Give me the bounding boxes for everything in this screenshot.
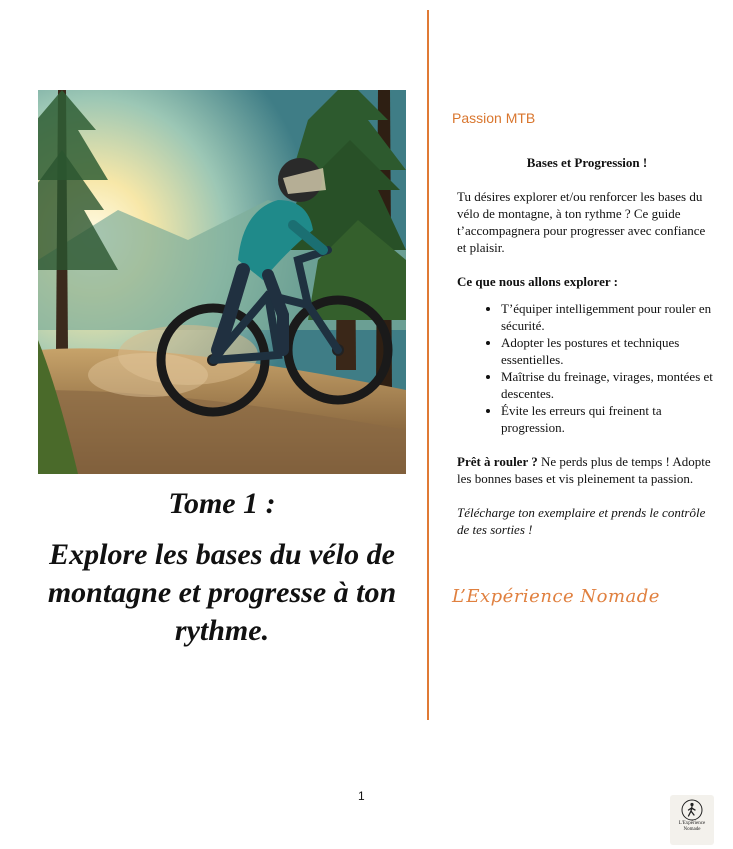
logo-text-line2: Nomade [683, 827, 701, 832]
signature: L’Expérience Nomade [452, 586, 660, 607]
mountain-bike-illustration [38, 90, 406, 474]
list-item: • Adopter les postures et techniques essentielles. [501, 334, 717, 368]
intro-paragraph: Tu désires explorer et/ou renforcer les bases du vélo de montagne, à ton rythme ? Ce guide t’accompagnera pour progresser avec confiance et plaisir. [457, 189, 706, 255]
cta-bold: Prêt à rouler ? [457, 454, 538, 469]
list-heading: Ce que nous allons explorer : [457, 274, 618, 289]
hiker-icon [681, 799, 703, 821]
description-column [457, 154, 717, 555]
cover-title: Explore les bases du vélo de montagne et progresse à ton rythme. [47, 538, 397, 647]
cta-text: Ne perds plus de temps ! Adopte les bonnes bases et vis pleinement ta passion. [457, 454, 711, 486]
column-divider [427, 10, 429, 720]
list-item: • Maîtrise du freinage, virages, montées et descentes. [501, 368, 717, 402]
logo-text-line1: L'Expérience [678, 821, 706, 826]
page-number: 1 [358, 789, 365, 803]
cover-image [38, 90, 406, 474]
section-title: Bases et Progression ! [526, 155, 648, 170]
header-label: Passion MTB [452, 110, 536, 126]
download-paragraph: Télécharge ton exemplaire et prends le contrôle de tes sorties ! [457, 505, 706, 537]
list-item: • T’équiper intelligemment pour rouler en sécurité. [501, 300, 717, 334]
tome-title: Tome 1 : [168, 487, 276, 520]
cta-paragraph [457, 453, 717, 487]
topics-list [457, 300, 717, 436]
brand-logo [670, 795, 714, 845]
list-item: • Évite les erreurs qui freinent ta progression. [501, 402, 717, 436]
